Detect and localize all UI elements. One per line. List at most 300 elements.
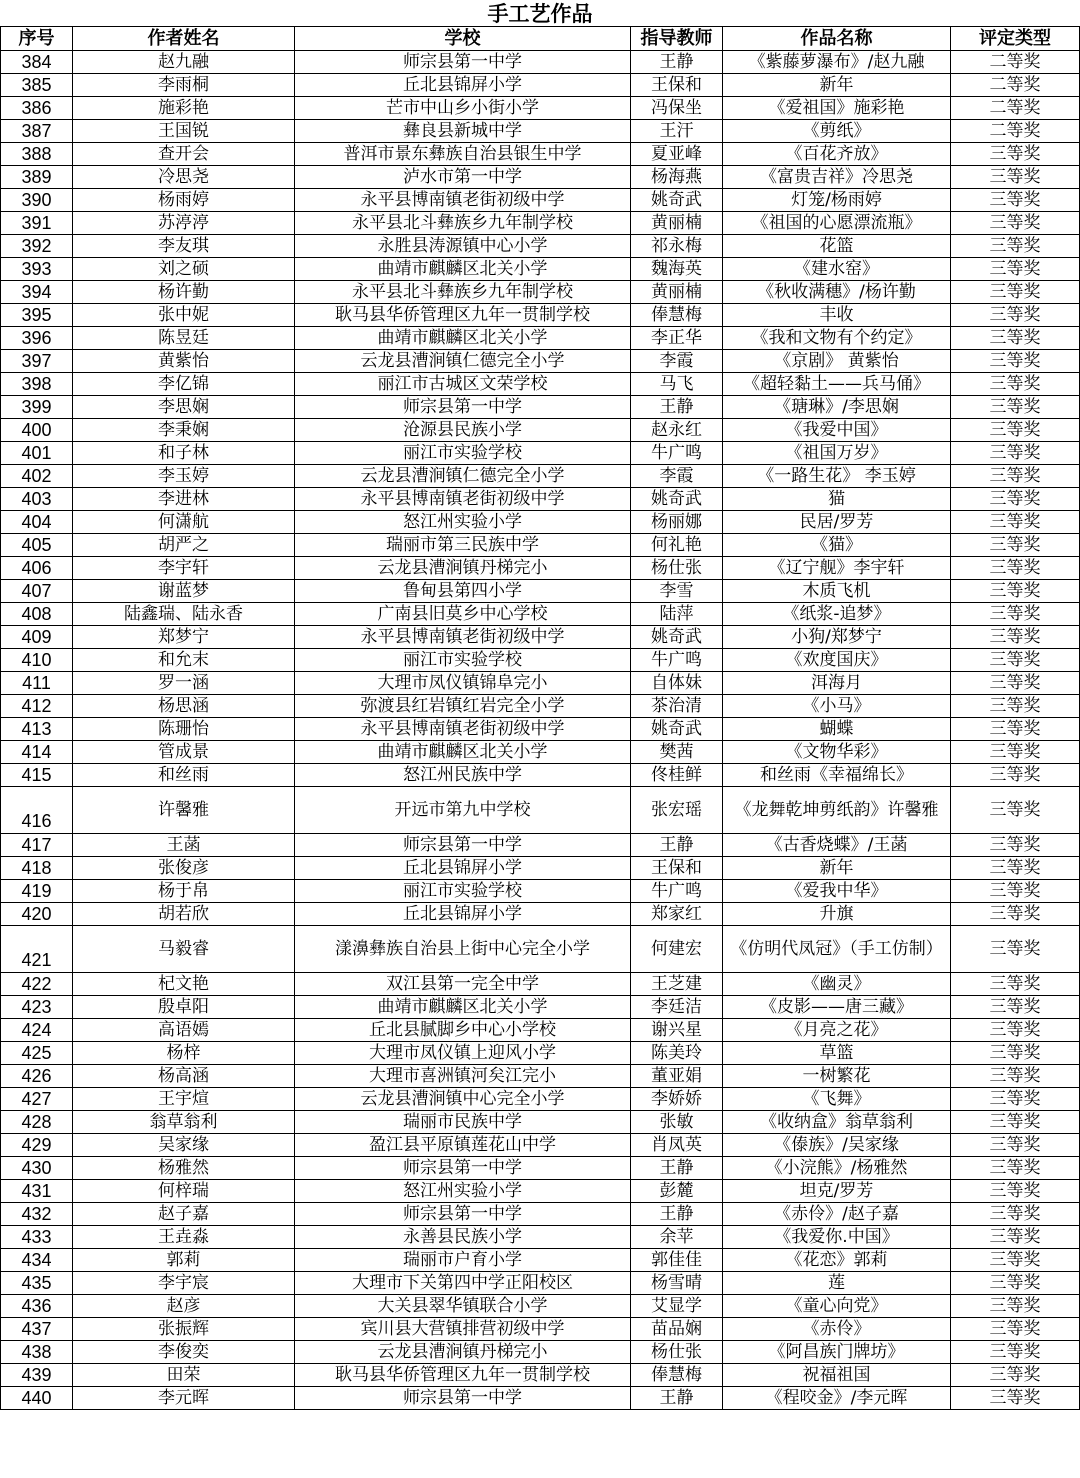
cell-author: 冷思尧 xyxy=(73,166,295,189)
cell-teacher: 王静 xyxy=(631,1157,723,1180)
cell-award-type: 三等奖 xyxy=(951,649,1080,672)
cell-teacher: 牛广鸣 xyxy=(631,649,723,672)
cell-teacher: 姚奇武 xyxy=(631,488,723,511)
cell-award-type: 三等奖 xyxy=(951,511,1080,534)
cell-award-type: 三等奖 xyxy=(951,996,1080,1019)
cell-author: 杨雨婷 xyxy=(73,189,295,212)
cell-award-type: 三等奖 xyxy=(951,304,1080,327)
cell-seq: 407 xyxy=(1,580,73,603)
cell-school: 丽江市实验学校 xyxy=(295,442,631,465)
cell-teacher: 谢兴星 xyxy=(631,1019,723,1042)
table-row xyxy=(1,1226,1080,1249)
cell-author: 杨许勤 xyxy=(73,281,295,304)
cell-work-title: 《剪纸》 xyxy=(723,120,951,143)
table-row xyxy=(1,1134,1080,1157)
cell-work-title: 《猫》 xyxy=(723,534,951,557)
cell-seq: 438 xyxy=(1,1341,73,1364)
cell-award-type: 三等奖 xyxy=(951,1157,1080,1180)
cell-teacher: 佟桂鲜 xyxy=(631,764,723,787)
cell-work-title: 《我和文物有个约定》 xyxy=(723,327,951,350)
cell-author: 杨梓 xyxy=(73,1042,295,1065)
table-row xyxy=(1,1364,1080,1387)
cell-teacher: 樊茜 xyxy=(631,741,723,764)
cell-school: 曲靖市麒麟区北关小学 xyxy=(295,327,631,350)
cell-school: 耿马县华侨管理区九年一贯制学校 xyxy=(295,304,631,327)
table-row xyxy=(1,304,1080,327)
cell-seq: 404 xyxy=(1,511,73,534)
table-row xyxy=(1,97,1080,120)
cell-work-title: 《小浣熊》/杨雅然 xyxy=(723,1157,951,1180)
cell-award-type: 三等奖 xyxy=(951,1295,1080,1318)
cell-work-title: 《祖国万岁》 xyxy=(723,442,951,465)
cell-school: 云龙县漕涧镇丹梯完小 xyxy=(295,557,631,580)
cell-seq: 402 xyxy=(1,465,73,488)
cell-author: 马毅睿 xyxy=(73,926,295,973)
cell-author: 田荣 xyxy=(73,1364,295,1387)
table-row xyxy=(1,1111,1080,1134)
cell-seq: 397 xyxy=(1,350,73,373)
cell-award-type: 三等奖 xyxy=(951,764,1080,787)
cell-award-type: 三等奖 xyxy=(951,1226,1080,1249)
cell-award-type: 三等奖 xyxy=(951,258,1080,281)
cell-work-title: 和丝雨《幸福绵长》 xyxy=(723,764,951,787)
table-header-row xyxy=(1,27,1080,51)
table-row xyxy=(1,166,1080,189)
cell-school: 丘北县腻脚乡中心小学校 xyxy=(295,1019,631,1042)
cell-author: 李元晖 xyxy=(73,1387,295,1410)
cell-school: 泸水市第一中学 xyxy=(295,166,631,189)
cell-seq: 406 xyxy=(1,557,73,580)
cell-work-title: 《程咬金》/李元晖 xyxy=(723,1387,951,1410)
cell-work-title: 《赤伶》/赵子嘉 xyxy=(723,1203,951,1226)
cell-teacher: 王静 xyxy=(631,396,723,419)
cell-school: 双江县第一完全中学 xyxy=(295,973,631,996)
cell-school: 师宗县第一中学 xyxy=(295,51,631,74)
cell-author: 胡严之 xyxy=(73,534,295,557)
cell-seq: 420 xyxy=(1,903,73,926)
table-row xyxy=(1,1065,1080,1088)
table-row xyxy=(1,603,1080,626)
table-row xyxy=(1,258,1080,281)
table-row xyxy=(1,973,1080,996)
cell-award-type: 二等奖 xyxy=(951,74,1080,97)
cell-author: 王垚淼 xyxy=(73,1226,295,1249)
cell-author: 赵九融 xyxy=(73,51,295,74)
table-row xyxy=(1,1203,1080,1226)
cell-school: 丽江市实验学校 xyxy=(295,880,631,903)
cell-award-type: 三等奖 xyxy=(951,672,1080,695)
cell-award-type: 三等奖 xyxy=(951,1134,1080,1157)
cell-award-type: 三等奖 xyxy=(951,465,1080,488)
cell-school: 永平县北斗彝族乡九年制学校 xyxy=(295,281,631,304)
cell-author: 陈珊怡 xyxy=(73,718,295,741)
table-row xyxy=(1,1341,1080,1364)
cell-author: 李宇轩 xyxy=(73,557,295,580)
cell-seq: 390 xyxy=(1,189,73,212)
cell-seq: 435 xyxy=(1,1272,73,1295)
cell-work-title: 丰收 xyxy=(723,304,951,327)
cell-work-title: 《爱祖国》施彩艳 xyxy=(723,97,951,120)
table-row xyxy=(1,580,1080,603)
cell-school: 怒江州实验小学 xyxy=(295,511,631,534)
cell-award-type: 三等奖 xyxy=(951,1387,1080,1410)
cell-author: 管成景 xyxy=(73,741,295,764)
table-row xyxy=(1,926,1080,973)
cell-teacher: 彭麓 xyxy=(631,1180,723,1203)
table-row xyxy=(1,235,1080,258)
cell-work-title: 《飞舞》 xyxy=(723,1088,951,1111)
cell-author: 郑梦宁 xyxy=(73,626,295,649)
header-author: 作者姓名 xyxy=(73,27,295,51)
cell-school: 沧源县民族小学 xyxy=(295,419,631,442)
cell-author: 李亿锦 xyxy=(73,373,295,396)
cell-teacher: 姚奇武 xyxy=(631,626,723,649)
cell-award-type: 三等奖 xyxy=(951,926,1080,973)
cell-author: 何潇航 xyxy=(73,511,295,534)
table-row xyxy=(1,764,1080,787)
cell-school: 弥渡县红岩镇红岩完全小学 xyxy=(295,695,631,718)
cell-school: 永平县博南镇老街初级中学 xyxy=(295,189,631,212)
cell-teacher: 魏海英 xyxy=(631,258,723,281)
cell-teacher: 肖凤英 xyxy=(631,1134,723,1157)
cell-school: 永平县博南镇老街初级中学 xyxy=(295,626,631,649)
cell-award-type: 三等奖 xyxy=(951,488,1080,511)
cell-teacher: 牛广鸣 xyxy=(631,442,723,465)
table-row xyxy=(1,695,1080,718)
cell-work-title: 新年 xyxy=(723,857,951,880)
table-row xyxy=(1,189,1080,212)
cell-school: 大理市凤仪镇上迎风小学 xyxy=(295,1042,631,1065)
cell-work-title: 一树繁花 xyxy=(723,1065,951,1088)
cell-seq: 413 xyxy=(1,718,73,741)
cell-award-type: 三等奖 xyxy=(951,1088,1080,1111)
cell-seq: 437 xyxy=(1,1318,73,1341)
cell-author: 陆鑫瑞、陆永香 xyxy=(73,603,295,626)
cell-school: 大关县翠华镇联合小学 xyxy=(295,1295,631,1318)
cell-teacher: 黄丽楠 xyxy=(631,281,723,304)
header-teacher: 指导教师 xyxy=(631,27,723,51)
cell-work-title: 《富贵吉祥》冷思尧 xyxy=(723,166,951,189)
cell-seq: 412 xyxy=(1,695,73,718)
cell-school: 彝良县新城中学 xyxy=(295,120,631,143)
table-row xyxy=(1,1042,1080,1065)
table-row xyxy=(1,1088,1080,1111)
cell-work-title: 《爱我中华》 xyxy=(723,880,951,903)
cell-seq: 433 xyxy=(1,1226,73,1249)
awards-table xyxy=(0,26,1080,1410)
cell-teacher: 李正华 xyxy=(631,327,723,350)
cell-school: 丽江市实验学校 xyxy=(295,649,631,672)
cell-author: 和允末 xyxy=(73,649,295,672)
cell-teacher: 李雪 xyxy=(631,580,723,603)
cell-award-type: 三等奖 xyxy=(951,880,1080,903)
cell-award-type: 三等奖 xyxy=(951,235,1080,258)
cell-award-type: 三等奖 xyxy=(951,834,1080,857)
cell-teacher: 王保和 xyxy=(631,857,723,880)
cell-seq: 414 xyxy=(1,741,73,764)
cell-teacher: 杨雪晴 xyxy=(631,1272,723,1295)
cell-work-title: 升旗 xyxy=(723,903,951,926)
cell-teacher: 茶治清 xyxy=(631,695,723,718)
cell-author: 王国锐 xyxy=(73,120,295,143)
cell-teacher: 郑家红 xyxy=(631,903,723,926)
table-row xyxy=(1,996,1080,1019)
cell-award-type: 三等奖 xyxy=(951,787,1080,834)
cell-work-title: 《欢度国庆》 xyxy=(723,649,951,672)
cell-work-title: 《傣族》/吴家缘 xyxy=(723,1134,951,1157)
cell-work-title: 莲 xyxy=(723,1272,951,1295)
cell-author: 张中妮 xyxy=(73,304,295,327)
cell-award-type: 三等奖 xyxy=(951,327,1080,350)
cell-school: 丘北县锦屏小学 xyxy=(295,903,631,926)
cell-work-title: 猫 xyxy=(723,488,951,511)
cell-work-title: 《我爱中国》 xyxy=(723,419,951,442)
cell-work-title: 祝福祖国 xyxy=(723,1364,951,1387)
cell-author: 王菡 xyxy=(73,834,295,857)
cell-author: 李思娴 xyxy=(73,396,295,419)
cell-award-type: 三等奖 xyxy=(951,857,1080,880)
cell-award-type: 三等奖 xyxy=(951,212,1080,235)
cell-seq: 434 xyxy=(1,1249,73,1272)
cell-school: 云龙县漕涧镇丹梯完小 xyxy=(295,1341,631,1364)
cell-seq: 384 xyxy=(1,51,73,74)
cell-seq: 425 xyxy=(1,1042,73,1065)
table-row xyxy=(1,511,1080,534)
cell-author: 赵子嘉 xyxy=(73,1203,295,1226)
cell-author: 李玉婷 xyxy=(73,465,295,488)
cell-author: 李俊奕 xyxy=(73,1341,295,1364)
cell-award-type: 三等奖 xyxy=(951,718,1080,741)
cell-work-title: 《皮影——唐三藏》 xyxy=(723,996,951,1019)
cell-author: 施彩艳 xyxy=(73,97,295,120)
table-row xyxy=(1,1180,1080,1203)
cell-award-type: 三等奖 xyxy=(951,189,1080,212)
cell-work-title: 小狗/郑梦宁 xyxy=(723,626,951,649)
table-row xyxy=(1,880,1080,903)
cell-author: 杨于帛 xyxy=(73,880,295,903)
cell-work-title: 《阿昌族门牌坊》 xyxy=(723,1341,951,1364)
cell-award-type: 三等奖 xyxy=(951,419,1080,442)
cell-award-type: 三等奖 xyxy=(951,166,1080,189)
cell-award-type: 三等奖 xyxy=(951,973,1080,996)
cell-teacher: 董亚娟 xyxy=(631,1065,723,1088)
cell-author: 翁草翁利 xyxy=(73,1111,295,1134)
cell-teacher: 王静 xyxy=(631,834,723,857)
cell-award-type: 三等奖 xyxy=(951,1203,1080,1226)
cell-author: 杨高涵 xyxy=(73,1065,295,1088)
cell-seq: 422 xyxy=(1,973,73,996)
cell-work-title: 蝴蝶 xyxy=(723,718,951,741)
cell-school: 师宗县第一中学 xyxy=(295,396,631,419)
cell-work-title: 《童心向党》 xyxy=(723,1295,951,1318)
cell-award-type: 三等奖 xyxy=(951,442,1080,465)
cell-school: 曲靖市麒麟区北关小学 xyxy=(295,996,631,1019)
cell-teacher: 李廷洁 xyxy=(631,996,723,1019)
cell-school: 大理市下关第四中学正阳校区 xyxy=(295,1272,631,1295)
cell-seq: 400 xyxy=(1,419,73,442)
cell-award-type: 三等奖 xyxy=(951,1180,1080,1203)
cell-award-type: 三等奖 xyxy=(951,1249,1080,1272)
cell-school: 丘北县锦屏小学 xyxy=(295,74,631,97)
table-row xyxy=(1,857,1080,880)
cell-award-type: 三等奖 xyxy=(951,1318,1080,1341)
cell-school: 广南县旧莫乡中心学校 xyxy=(295,603,631,626)
cell-award-type: 三等奖 xyxy=(951,1111,1080,1134)
cell-school: 永善县民族小学 xyxy=(295,1226,631,1249)
cell-author: 张振辉 xyxy=(73,1318,295,1341)
cell-school: 宾川县大营镇排营初级中学 xyxy=(295,1318,631,1341)
cell-author: 赵彦 xyxy=(73,1295,295,1318)
table-row xyxy=(1,1387,1080,1410)
cell-award-type: 三等奖 xyxy=(951,534,1080,557)
cell-author: 许馨雅 xyxy=(73,787,295,834)
cell-school: 师宗县第一中学 xyxy=(295,1203,631,1226)
cell-author: 和丝雨 xyxy=(73,764,295,787)
cell-work-title: 民居/罗芳 xyxy=(723,511,951,534)
cell-author: 黄紫怡 xyxy=(73,350,295,373)
cell-teacher: 张宏瑶 xyxy=(631,787,723,834)
cell-author: 杞文艳 xyxy=(73,973,295,996)
table-row xyxy=(1,534,1080,557)
cell-seq: 429 xyxy=(1,1134,73,1157)
cell-author: 何梓瑞 xyxy=(73,1180,295,1203)
cell-seq: 408 xyxy=(1,603,73,626)
table-row xyxy=(1,672,1080,695)
cell-seq: 396 xyxy=(1,327,73,350)
cell-school: 瑞丽市户育小学 xyxy=(295,1249,631,1272)
cell-seq: 415 xyxy=(1,764,73,787)
cell-school: 师宗县第一中学 xyxy=(295,834,631,857)
cell-work-title: 《辽宁舰》李宇轩 xyxy=(723,557,951,580)
table-row xyxy=(1,741,1080,764)
cell-seq: 427 xyxy=(1,1088,73,1111)
cell-author: 李友琪 xyxy=(73,235,295,258)
cell-author: 郭莉 xyxy=(73,1249,295,1272)
cell-school: 漾濞彝族自治县上街中心完全小学 xyxy=(295,926,631,973)
cell-award-type: 三等奖 xyxy=(951,350,1080,373)
cell-work-title: 《超轻黏土——兵马俑》 xyxy=(723,373,951,396)
cell-work-title: 《瑭琳》/李思娴 xyxy=(723,396,951,419)
cell-work-title: 《建水窑》 xyxy=(723,258,951,281)
cell-award-type: 三等奖 xyxy=(951,626,1080,649)
cell-school: 丽江市古城区文荣学校 xyxy=(295,373,631,396)
header-award-type: 评定类型 xyxy=(951,27,1080,51)
table-row xyxy=(1,465,1080,488)
cell-author: 李进林 xyxy=(73,488,295,511)
header-work-title: 作品名称 xyxy=(723,27,951,51)
table-row xyxy=(1,143,1080,166)
cell-teacher: 陆萍 xyxy=(631,603,723,626)
cell-work-title: 《月亮之花》 xyxy=(723,1019,951,1042)
cell-author: 刘之硕 xyxy=(73,258,295,281)
cell-seq: 401 xyxy=(1,442,73,465)
cell-seq: 424 xyxy=(1,1019,73,1042)
cell-author: 和子林 xyxy=(73,442,295,465)
cell-teacher: 张敏 xyxy=(631,1111,723,1134)
table-row xyxy=(1,51,1080,74)
cell-teacher: 自体妹 xyxy=(631,672,723,695)
cell-work-title: 《一路生花》 李玉婷 xyxy=(723,465,951,488)
cell-teacher: 李娇娇 xyxy=(631,1088,723,1111)
cell-author: 杨雅然 xyxy=(73,1157,295,1180)
cell-school: 普洱市景东彝族自治县银生中学 xyxy=(295,143,631,166)
cell-author: 谢蓝梦 xyxy=(73,580,295,603)
cell-teacher: 王汗 xyxy=(631,120,723,143)
cell-award-type: 三等奖 xyxy=(951,396,1080,419)
cell-work-title: 《赤伶》 xyxy=(723,1318,951,1341)
table-row xyxy=(1,281,1080,304)
table-row xyxy=(1,1157,1080,1180)
cell-work-title: 《文物华彩》 xyxy=(723,741,951,764)
cell-seq: 419 xyxy=(1,880,73,903)
cell-award-type: 二等奖 xyxy=(951,97,1080,120)
cell-award-type: 三等奖 xyxy=(951,281,1080,304)
cell-school: 盈江县平原镇莲花山中学 xyxy=(295,1134,631,1157)
cell-teacher: 艾显学 xyxy=(631,1295,723,1318)
cell-school: 永平县博南镇老街初级中学 xyxy=(295,488,631,511)
cell-award-type: 三等奖 xyxy=(951,1272,1080,1295)
table-row xyxy=(1,442,1080,465)
cell-teacher: 王静 xyxy=(631,51,723,74)
cell-seq: 432 xyxy=(1,1203,73,1226)
cell-work-title: 《仿明代凤冠》（手工仿制） xyxy=(723,926,951,973)
cell-teacher: 何建宏 xyxy=(631,926,723,973)
cell-school: 耿马县华侨管理区九年一贯制学校 xyxy=(295,1364,631,1387)
table-row xyxy=(1,834,1080,857)
cell-work-title: 《百花齐放》 xyxy=(723,143,951,166)
cell-teacher: 马飞 xyxy=(631,373,723,396)
cell-author: 李秉娴 xyxy=(73,419,295,442)
cell-school: 大理市凤仪镇锦阜完小 xyxy=(295,672,631,695)
cell-teacher: 王保和 xyxy=(631,74,723,97)
cell-seq: 431 xyxy=(1,1180,73,1203)
table-row xyxy=(1,327,1080,350)
cell-award-type: 三等奖 xyxy=(951,1042,1080,1065)
cell-school: 师宗县第一中学 xyxy=(295,1157,631,1180)
cell-teacher: 杨仕张 xyxy=(631,1341,723,1364)
table-row xyxy=(1,626,1080,649)
cell-award-type: 三等奖 xyxy=(951,903,1080,926)
table-row xyxy=(1,1318,1080,1341)
cell-teacher: 俸慧梅 xyxy=(631,1364,723,1387)
table-row xyxy=(1,1272,1080,1295)
cell-author: 高语嫣 xyxy=(73,1019,295,1042)
cell-author: 殷卓阳 xyxy=(73,996,295,1019)
table-row xyxy=(1,787,1080,834)
table-row xyxy=(1,1249,1080,1272)
cell-teacher: 李霞 xyxy=(631,465,723,488)
cell-seq: 387 xyxy=(1,120,73,143)
cell-work-title: 《纸浆-追梦》 xyxy=(723,603,951,626)
cell-teacher: 祁永梅 xyxy=(631,235,723,258)
cell-work-title: 《龙舞乾坤剪纸韵》许馨雅 xyxy=(723,787,951,834)
cell-author: 张俊彦 xyxy=(73,857,295,880)
cell-work-title: 《收纳盒》翁草翁利 xyxy=(723,1111,951,1134)
cell-teacher: 李霞 xyxy=(631,350,723,373)
cell-teacher: 夏亚峰 xyxy=(631,143,723,166)
cell-school: 云龙县漕涧镇仁德完全小学 xyxy=(295,465,631,488)
cell-seq: 421 xyxy=(1,926,73,973)
cell-work-title: 《祖国的心愿漂流瓶》 xyxy=(723,212,951,235)
cell-seq: 409 xyxy=(1,626,73,649)
table-row xyxy=(1,120,1080,143)
cell-seq: 395 xyxy=(1,304,73,327)
cell-award-type: 三等奖 xyxy=(951,741,1080,764)
table-row xyxy=(1,350,1080,373)
cell-teacher: 牛广鸣 xyxy=(631,880,723,903)
cell-award-type: 二等奖 xyxy=(951,120,1080,143)
cell-seq: 392 xyxy=(1,235,73,258)
